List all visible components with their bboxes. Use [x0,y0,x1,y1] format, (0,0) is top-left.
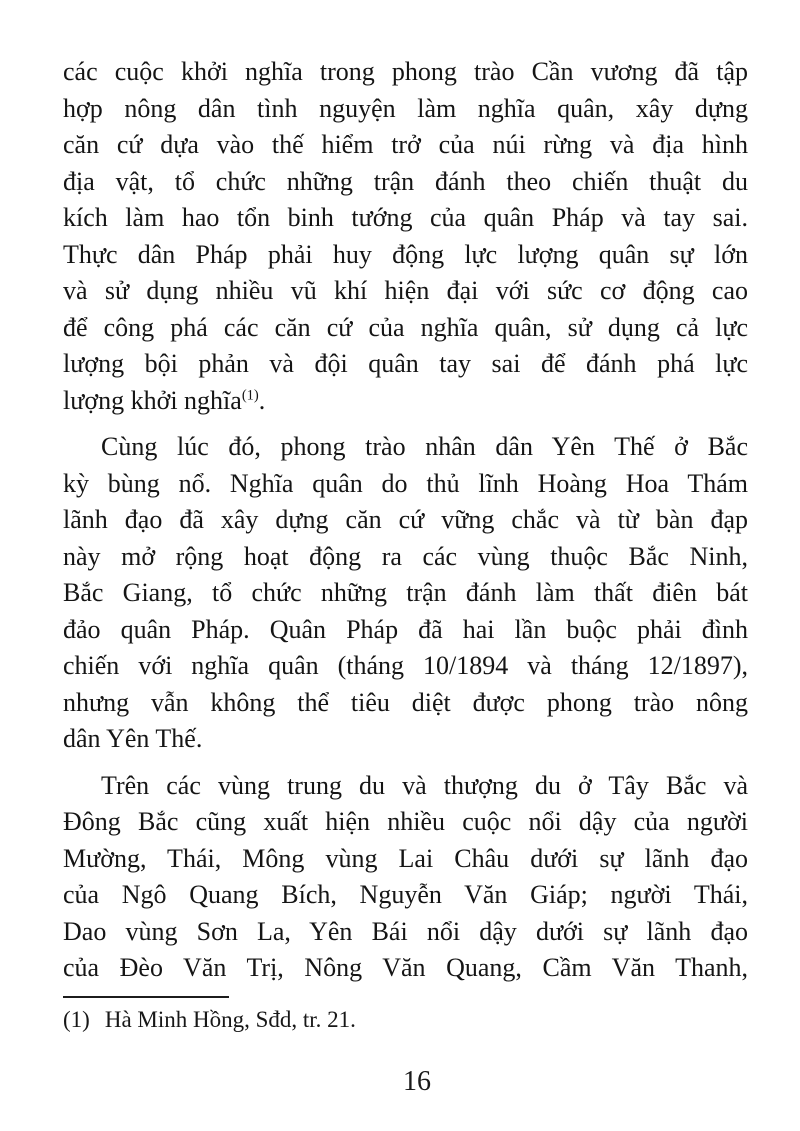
footnote-ref-marker: (1) [241,386,259,403]
footnote-marker: (1) [63,1007,90,1032]
paragraph [63,54,748,419]
footnote-text: Hà Minh Hồng, Sđd, tr. 21. [104,1007,356,1032]
text-line: địa vật, tổ chức những trận đánh theo chiến thuật du [63,166,748,196]
text-line: của Ngô Quang Bích, Nguyễn Văn Giáp; người Thái, [63,880,748,909]
footnote-divider [63,996,229,998]
text-line: Trên các vùng trung du và thượng du ở Tây Bắc và [101,770,748,800]
text-segment: . [258,385,266,415]
text-line: kỳ bùng nổ. Nghĩa quân do thủ lĩnh Hoàng Hoa Thám [63,468,748,498]
text-line: đảo quân Pháp. Quân Pháp đã hai lần buộc phải đình [63,614,748,644]
text-line: chiến với nghĩa quân (tháng 10/1894 và tháng 12/1897), [63,651,748,680]
text-line: lãnh đạo đã xây dựng căn cứ vững chắc và từ bàn đạp [63,505,748,534]
text-line: kích làm hao tổn binh tướng của quân Pháp và tay sai. [63,203,748,232]
text-line: và sử dụng nhiều vũ khí hiện đại với sức cơ động cao [63,276,748,305]
body-text [63,54,748,987]
text-line: hợp nông dân tình nguyện làm nghĩa quân, xây dựng [63,93,748,123]
text-line: lượng bội phản và đội quân tay sai để đánh phá lực [63,349,748,378]
text-line: Bắc Giang, tổ chức những trận đánh làm thất điên bát [63,578,748,607]
text-line: Cùng lúc đó, phong trào nhân dân Yên Thế ở Bắc [101,432,748,461]
footnote [63,1005,748,1035]
text-line [63,383,748,420]
text-line: căn cứ dựa vào thế hiểm trở của núi rừng và địa hình [63,130,748,159]
text-line: các cuộc khởi nghĩa trong phong trào Cần vương đã tập [63,57,748,86]
text-line: Mường, Thái, Mông vùng Lai Châu dưới sự lãnh đạo [63,843,748,873]
text-segment: lượng khởi nghĩa [63,385,242,415]
text-line: Thực dân Pháp phải huy động lực lượng quân sự lớn [63,239,748,269]
paragraph [63,429,748,758]
paragraph [63,768,748,987]
text-line: Đông Bắc cũng xuất hiện nhiều cuộc nổi dậy của người [63,807,748,836]
text-line: Dao vùng Sơn La, Yên Bái nổi dậy dưới sự lãnh đạo [63,916,748,946]
text-line: này mở rộng hoạt động ra các vùng thuộc Bắc Ninh, [63,541,748,571]
footnote-section [63,996,748,1035]
text-line: của Đèo Văn Trị, Nông Văn Quang, Cầm Văn Thanh, [63,953,748,982]
text-line: dân Yên Thế. [63,724,203,753]
page-number: 16 [403,1066,431,1097]
text-line: để công phá các căn cứ của nghĩa quân, sử dụng cả lực [63,312,748,342]
text-line: nhưng vẫn không thể tiêu diệt được phong trào nông [63,687,748,717]
